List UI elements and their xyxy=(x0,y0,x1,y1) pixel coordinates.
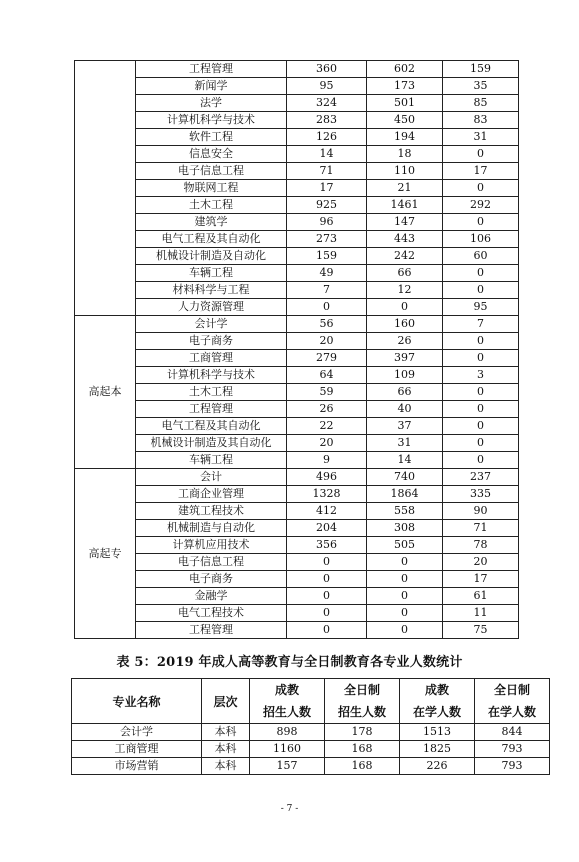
value-cell: 31 xyxy=(443,129,519,146)
header-adult-current-top: 成教 xyxy=(400,679,475,702)
value-cell: 26 xyxy=(367,333,443,350)
value-cell: 0 xyxy=(443,180,519,197)
header-fulltime-current-top: 全日制 xyxy=(475,679,550,702)
value-cell: 14 xyxy=(367,452,443,469)
header-row-top xyxy=(72,679,550,702)
value-cell: 11 xyxy=(443,605,519,622)
table-row xyxy=(75,333,519,350)
value-cell: 17 xyxy=(443,571,519,588)
value-cell: 168 xyxy=(325,758,400,775)
major-cell: 土木工程 xyxy=(136,197,287,214)
value-cell: 160 xyxy=(367,316,443,333)
major-cell: 会计学 xyxy=(72,724,202,741)
value-cell: 17 xyxy=(443,163,519,180)
major-cell: 电子商务 xyxy=(136,571,287,588)
major-cell: 电气工程技术 xyxy=(136,605,287,622)
value-cell: 85 xyxy=(443,95,519,112)
table-row xyxy=(75,78,519,95)
major-cell: 建筑学 xyxy=(136,214,287,231)
table-row xyxy=(75,282,519,299)
major-cell: 车辆工程 xyxy=(136,265,287,282)
page-number: - 7 - xyxy=(280,804,299,814)
major-cell: 工商企业管理 xyxy=(136,486,287,503)
value-cell: 0 xyxy=(367,605,443,622)
value-cell: 17 xyxy=(287,180,367,197)
table-row xyxy=(75,350,519,367)
table-row xyxy=(75,520,519,537)
value-cell: 157 xyxy=(250,758,325,775)
value-cell: 0 xyxy=(443,333,519,350)
value-cell: 740 xyxy=(367,469,443,486)
major-cell: 计算机科学与技术 xyxy=(136,367,287,384)
table-row xyxy=(75,469,519,486)
value-cell: 3 xyxy=(443,367,519,384)
value-cell: 308 xyxy=(367,520,443,537)
value-cell: 194 xyxy=(367,129,443,146)
value-cell: 1513 xyxy=(400,724,475,741)
value-cell: 0 xyxy=(443,214,519,231)
header-major: 专业名称 xyxy=(72,679,202,724)
header-adult-enroll-bottom: 招生人数 xyxy=(250,701,325,724)
major-cell: 机械设计制造及自动化 xyxy=(136,248,287,265)
value-cell: 71 xyxy=(443,520,519,537)
table-row xyxy=(75,435,519,452)
value-cell: 0 xyxy=(443,146,519,163)
value-cell: 0 xyxy=(367,622,443,639)
table-row xyxy=(72,741,550,758)
value-cell: 1328 xyxy=(287,486,367,503)
value-cell: 844 xyxy=(475,724,550,741)
value-cell: 66 xyxy=(367,384,443,401)
table-row xyxy=(75,129,519,146)
value-cell: 7 xyxy=(287,282,367,299)
value-cell: 0 xyxy=(287,299,367,316)
value-cell: 443 xyxy=(367,231,443,248)
major-cell: 计算机科学与技术 xyxy=(136,112,287,129)
table-row xyxy=(75,503,519,520)
major-cell: 工商管理 xyxy=(136,350,287,367)
value-cell: 95 xyxy=(287,78,367,95)
value-cell: 0 xyxy=(443,350,519,367)
table-row xyxy=(75,486,519,503)
major-cell: 会计学 xyxy=(136,316,287,333)
value-cell: 501 xyxy=(367,95,443,112)
value-cell: 0 xyxy=(443,384,519,401)
table-row xyxy=(75,384,519,401)
value-cell: 292 xyxy=(443,197,519,214)
value-cell: 61 xyxy=(443,588,519,605)
value-cell: 35 xyxy=(443,78,519,95)
table-row xyxy=(75,452,519,469)
major-cell: 土木工程 xyxy=(136,384,287,401)
table-row xyxy=(75,588,519,605)
value-cell: 0 xyxy=(443,282,519,299)
value-cell: 66 xyxy=(367,265,443,282)
value-cell: 26 xyxy=(287,401,367,418)
level-cell: 本科 xyxy=(202,758,250,775)
value-cell: 0 xyxy=(287,554,367,571)
value-cell: 279 xyxy=(287,350,367,367)
major-cell: 计算机应用技术 xyxy=(136,537,287,554)
level-cell: 高起专 xyxy=(75,469,136,639)
header-fulltime-enroll-top: 全日制 xyxy=(325,679,400,702)
value-cell: 1825 xyxy=(400,741,475,758)
major-cell: 软件工程 xyxy=(136,129,287,146)
major-cell: 电子商务 xyxy=(136,333,287,350)
major-cell: 建筑工程技术 xyxy=(136,503,287,520)
value-cell: 147 xyxy=(367,214,443,231)
major-cell: 法学 xyxy=(136,95,287,112)
table1-body xyxy=(75,61,519,639)
major-cell: 市场营销 xyxy=(72,758,202,775)
major-cell: 新闻学 xyxy=(136,78,287,95)
value-cell: 56 xyxy=(287,316,367,333)
value-cell: 0 xyxy=(443,401,519,418)
value-cell: 178 xyxy=(325,724,400,741)
table-row xyxy=(75,367,519,384)
value-cell: 0 xyxy=(367,554,443,571)
value-cell: 204 xyxy=(287,520,367,537)
value-cell: 60 xyxy=(443,248,519,265)
value-cell: 226 xyxy=(400,758,475,775)
table-row xyxy=(75,163,519,180)
value-cell: 110 xyxy=(367,163,443,180)
table-row xyxy=(75,605,519,622)
value-cell: 96 xyxy=(287,214,367,231)
value-cell: 925 xyxy=(287,197,367,214)
table-row xyxy=(75,265,519,282)
value-cell: 0 xyxy=(367,588,443,605)
value-cell: 20 xyxy=(287,333,367,350)
value-cell: 126 xyxy=(287,129,367,146)
value-cell: 40 xyxy=(367,401,443,418)
table-row xyxy=(75,418,519,435)
header-fulltime-enroll-bottom: 招生人数 xyxy=(325,701,400,724)
value-cell: 83 xyxy=(443,112,519,129)
value-cell: 0 xyxy=(443,418,519,435)
table-row xyxy=(75,146,519,163)
table-row xyxy=(75,61,519,78)
value-cell: 793 xyxy=(475,741,550,758)
table-row xyxy=(75,537,519,554)
table-row xyxy=(75,214,519,231)
value-cell: 22 xyxy=(287,418,367,435)
value-cell: 168 xyxy=(325,741,400,758)
value-cell: 90 xyxy=(443,503,519,520)
value-cell: 412 xyxy=(287,503,367,520)
major-cell: 会计 xyxy=(136,469,287,486)
value-cell: 159 xyxy=(287,248,367,265)
value-cell: 0 xyxy=(443,435,519,452)
level-cell: 高起本 xyxy=(75,316,136,469)
major-cell: 车辆工程 xyxy=(136,452,287,469)
table-row xyxy=(75,197,519,214)
major-cell: 金融学 xyxy=(136,588,287,605)
header-level: 层次 xyxy=(202,679,250,724)
header-adult-enroll-top: 成教 xyxy=(250,679,325,702)
value-cell: 356 xyxy=(287,537,367,554)
value-cell: 0 xyxy=(287,605,367,622)
value-cell: 242 xyxy=(367,248,443,265)
value-cell: 450 xyxy=(367,112,443,129)
value-cell: 360 xyxy=(287,61,367,78)
value-cell: 0 xyxy=(367,299,443,316)
major-cell: 电子信息工程 xyxy=(136,163,287,180)
table-row xyxy=(75,571,519,588)
value-cell: 7 xyxy=(443,316,519,333)
value-cell: 106 xyxy=(443,231,519,248)
value-cell: 505 xyxy=(367,537,443,554)
value-cell: 0 xyxy=(443,452,519,469)
value-cell: 558 xyxy=(367,503,443,520)
value-cell: 78 xyxy=(443,537,519,554)
value-cell: 12 xyxy=(367,282,443,299)
level-cell: 本科 xyxy=(202,724,250,741)
major-cell: 机械设计制造及其自动化 xyxy=(136,435,287,452)
table-row xyxy=(75,248,519,265)
table-row xyxy=(75,554,519,571)
value-cell: 109 xyxy=(367,367,443,384)
value-cell: 64 xyxy=(287,367,367,384)
value-cell: 14 xyxy=(287,146,367,163)
value-cell: 20 xyxy=(443,554,519,571)
value-cell: 71 xyxy=(287,163,367,180)
major-cell: 人力资源管理 xyxy=(136,299,287,316)
value-cell: 793 xyxy=(475,758,550,775)
major-cell: 工程管理 xyxy=(136,61,287,78)
major-cell: 材料科学与工程 xyxy=(136,282,287,299)
adult-vs-fulltime-table xyxy=(71,678,550,775)
value-cell: 31 xyxy=(367,435,443,452)
value-cell: 0 xyxy=(287,571,367,588)
value-cell: 37 xyxy=(367,418,443,435)
level-cell xyxy=(75,61,136,316)
major-cell: 物联网工程 xyxy=(136,180,287,197)
major-cell: 工商管理 xyxy=(72,741,202,758)
value-cell: 21 xyxy=(367,180,443,197)
value-cell: 9 xyxy=(287,452,367,469)
table-row xyxy=(75,299,519,316)
value-cell: 0 xyxy=(367,571,443,588)
major-cell: 工程管理 xyxy=(136,401,287,418)
value-cell: 95 xyxy=(443,299,519,316)
table-caption: 表 5：2019 年成人高等教育与全日制教育各专业人数统计 xyxy=(116,655,463,670)
value-cell: 173 xyxy=(367,78,443,95)
value-cell: 0 xyxy=(443,265,519,282)
value-cell: 273 xyxy=(287,231,367,248)
major-cell: 电气工程及其自动化 xyxy=(136,231,287,248)
value-cell: 49 xyxy=(287,265,367,282)
value-cell: 283 xyxy=(287,112,367,129)
enrollment-table-continued xyxy=(74,60,519,639)
value-cell: 496 xyxy=(287,469,367,486)
value-cell: 18 xyxy=(367,146,443,163)
value-cell: 159 xyxy=(443,61,519,78)
value-cell: 75 xyxy=(443,622,519,639)
value-cell: 602 xyxy=(367,61,443,78)
major-cell: 电气工程及其自动化 xyxy=(136,418,287,435)
value-cell: 237 xyxy=(443,469,519,486)
value-cell: 335 xyxy=(443,486,519,503)
value-cell: 20 xyxy=(287,435,367,452)
table-row xyxy=(75,180,519,197)
table-row xyxy=(75,95,519,112)
header-adult-current-bottom: 在学人数 xyxy=(400,701,475,724)
value-cell: 324 xyxy=(287,95,367,112)
table-row xyxy=(75,231,519,248)
value-cell: 898 xyxy=(250,724,325,741)
table-row xyxy=(75,112,519,129)
major-cell: 机械制造与自动化 xyxy=(136,520,287,537)
value-cell: 0 xyxy=(287,588,367,605)
value-cell: 1461 xyxy=(367,197,443,214)
value-cell: 1160 xyxy=(250,741,325,758)
major-cell: 信息安全 xyxy=(136,146,287,163)
header-fulltime-current-bottom: 在学人数 xyxy=(475,701,550,724)
value-cell: 1864 xyxy=(367,486,443,503)
table-row xyxy=(75,316,519,333)
table2-body xyxy=(72,724,550,775)
table-row xyxy=(72,758,550,775)
table-row xyxy=(75,401,519,418)
level-cell: 本科 xyxy=(202,741,250,758)
major-cell: 电子信息工程 xyxy=(136,554,287,571)
value-cell: 59 xyxy=(287,384,367,401)
value-cell: 397 xyxy=(367,350,443,367)
major-cell: 工程管理 xyxy=(136,622,287,639)
value-cell: 0 xyxy=(287,622,367,639)
table-row xyxy=(72,724,550,741)
table-row xyxy=(75,622,519,639)
